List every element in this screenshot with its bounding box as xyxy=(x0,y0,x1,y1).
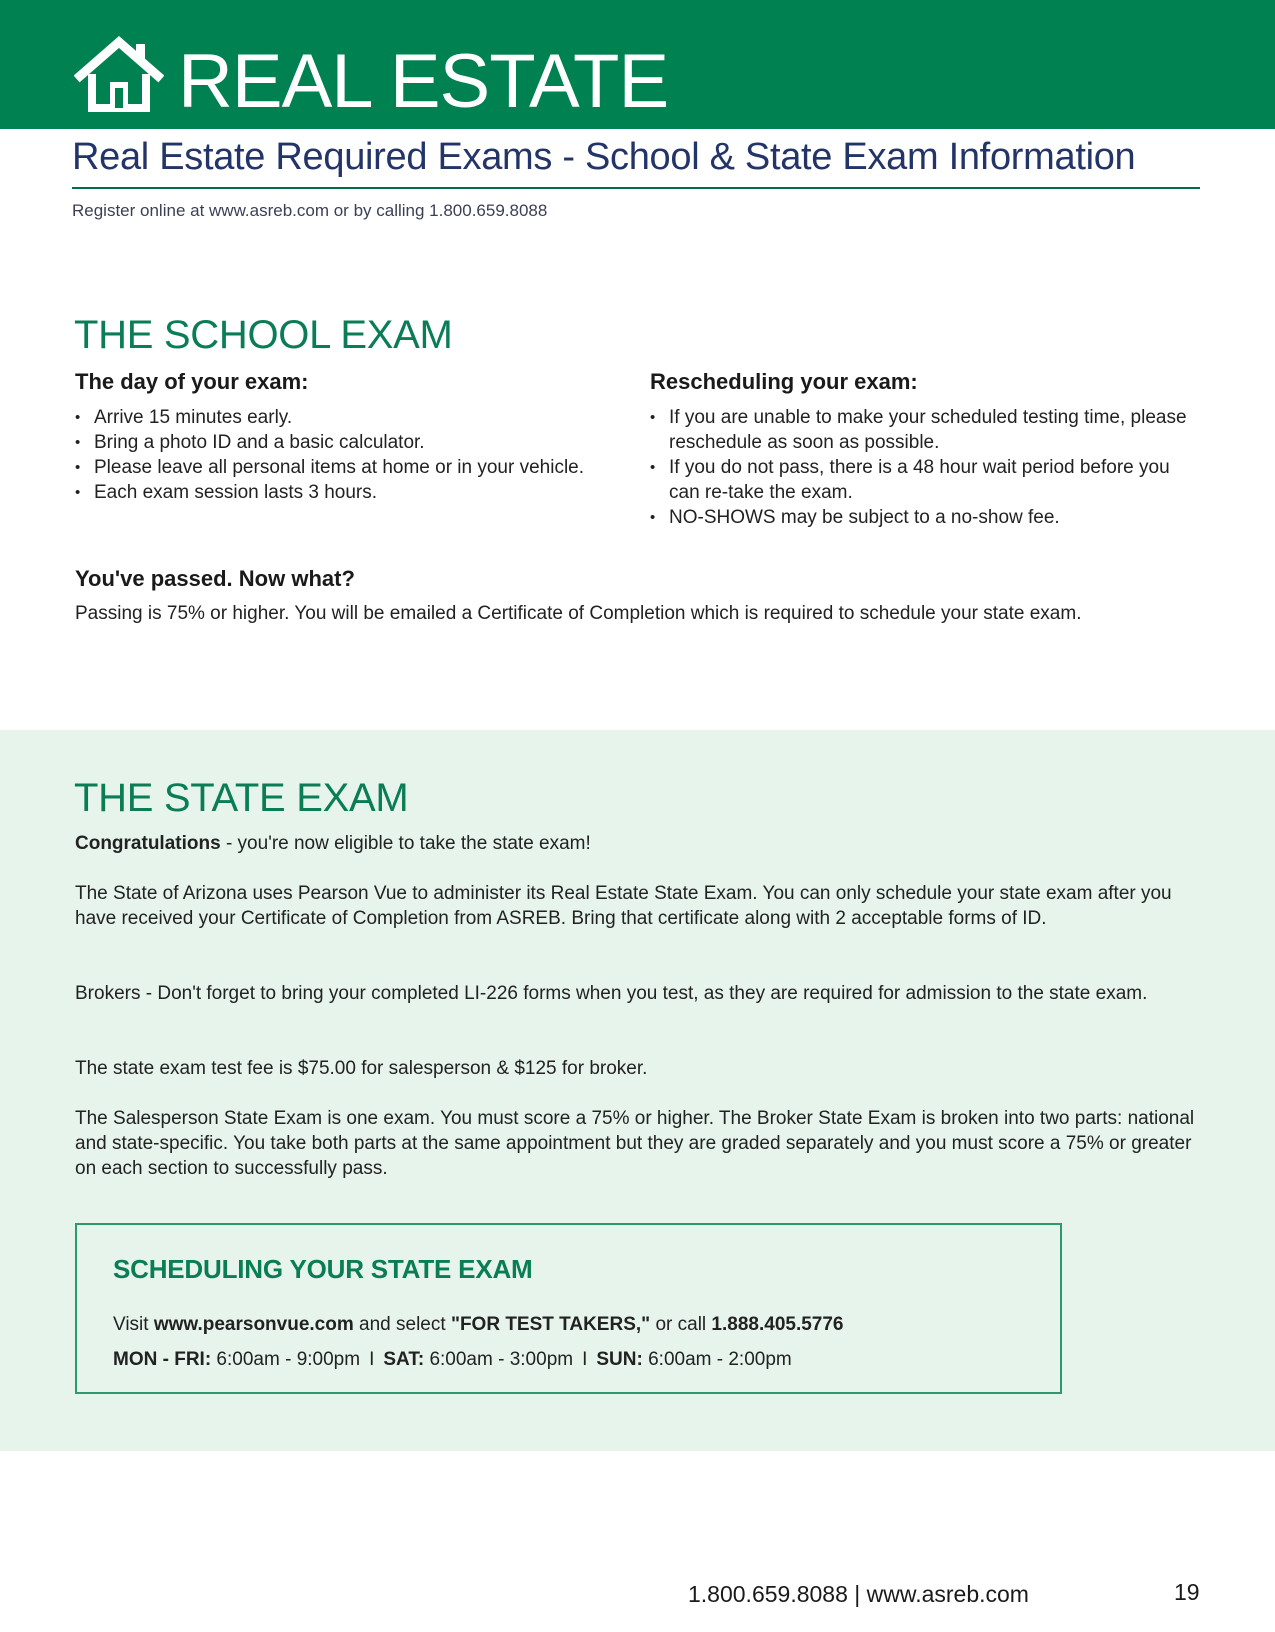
house-icon xyxy=(74,36,164,112)
pearson-phone: 1.888.405.5776 xyxy=(711,1314,844,1335)
passed-heading: You've passed. Now what? xyxy=(75,566,355,591)
brand-title: REAL ESTATE xyxy=(178,39,669,124)
exam-day-heading: The day of your exam: xyxy=(75,369,309,394)
state-paragraph-1: The State of Arizona uses Pearson Vue to administer its Real Estate State Exam. You can only schedule your state exam after you have received your Certificate of Completion from ASREB. Bring that certificate along with 2 acceptable forms of ID. xyxy=(75,883,1172,929)
congrats-text xyxy=(75,831,1210,856)
scheduling-visit-line xyxy=(113,1312,844,1337)
congrats-bold: Congratulations xyxy=(75,833,221,854)
call-text: or call xyxy=(650,1314,712,1335)
passed-text: Passing is 75% or higher. You will be emailed a Certificate of Completion which is required to schedule your state exam. xyxy=(75,603,1082,624)
list-item: • NO-SHOWS may be subject to a no-show fee. xyxy=(650,505,1190,530)
list-item: • If you are unable to make your scheduled testing time, please reschedule as soon as possible. xyxy=(650,405,1190,455)
hours-separator: I xyxy=(582,1349,588,1370)
hours-day: SAT: xyxy=(383,1349,425,1370)
subtitle-divider xyxy=(72,187,1200,189)
hours-separator: I xyxy=(369,1349,375,1370)
hours-time: 6:00am - 9:00pm xyxy=(211,1349,361,1370)
hours-day: MON - FRI: xyxy=(113,1349,212,1370)
state-paragraph-4: The Salesperson State Exam is one exam. You must score a 75% or higher. The Broker State Exam is broken into two parts: national and state-specific. You take both parts at the same appointment but they are graded separately and you must score a 75% or greater on each section to successfully pass. xyxy=(75,1108,1195,1179)
school-exam-title: THE SCHOOL EXAM xyxy=(74,313,453,357)
hours-time: 6:00am - 2:00pm xyxy=(642,1349,792,1370)
exam-day-list xyxy=(75,405,645,505)
footer-contact: 1.800.659.8088 | www.asreb.com xyxy=(688,1581,1029,1607)
list-item: • Arrive 15 minutes early. xyxy=(75,405,645,430)
state-exam-title: THE STATE EXAM xyxy=(74,776,409,820)
page-number: 19 xyxy=(1174,1579,1200,1605)
visit-prefix: Visit xyxy=(113,1314,154,1335)
reschedule-list xyxy=(650,405,1190,530)
scheduling-box xyxy=(75,1223,1062,1394)
hours-time: 6:00am - 3:00pm xyxy=(424,1349,574,1370)
scheduling-title: SCHEDULING YOUR STATE EXAM xyxy=(113,1254,533,1284)
list-item: • Each exam session lasts 3 hours. xyxy=(75,480,645,505)
scheduling-hours-line xyxy=(113,1347,792,1372)
visit-mid: and select xyxy=(353,1314,451,1335)
page-subtitle: Real Estate Required Exams - School & State Exam Information xyxy=(72,136,1136,178)
state-paragraph-2: Brokers - Don't forget to bring your completed LI-226 forms when you test, as they are required for admission to the state exam. xyxy=(75,983,1148,1004)
register-line: Register online at www.asreb.com or by calling 1.800.659.8088 xyxy=(72,201,548,220)
reschedule-heading: Rescheduling your exam: xyxy=(650,369,918,394)
state-paragraph-3: The state exam test fee is $75.00 for salesperson & $125 for broker. xyxy=(75,1058,648,1079)
pearson-website-link[interactable]: www.pearsonvue.com xyxy=(153,1314,354,1335)
hours-day: SUN: xyxy=(596,1349,643,1370)
congrats-rest: - you're now eligible to take the state exam! xyxy=(220,833,591,854)
header-bar xyxy=(0,0,1275,129)
for-test-takers-label: "FOR TEST TAKERS," xyxy=(450,1314,651,1335)
list-item: • Bring a photo ID and a basic calculator. xyxy=(75,430,645,455)
list-item: • If you do not pass, there is a 48 hour wait period before you can re-take the exam. xyxy=(650,455,1190,505)
list-item: • Please leave all personal items at home or in your vehicle. xyxy=(75,455,645,480)
